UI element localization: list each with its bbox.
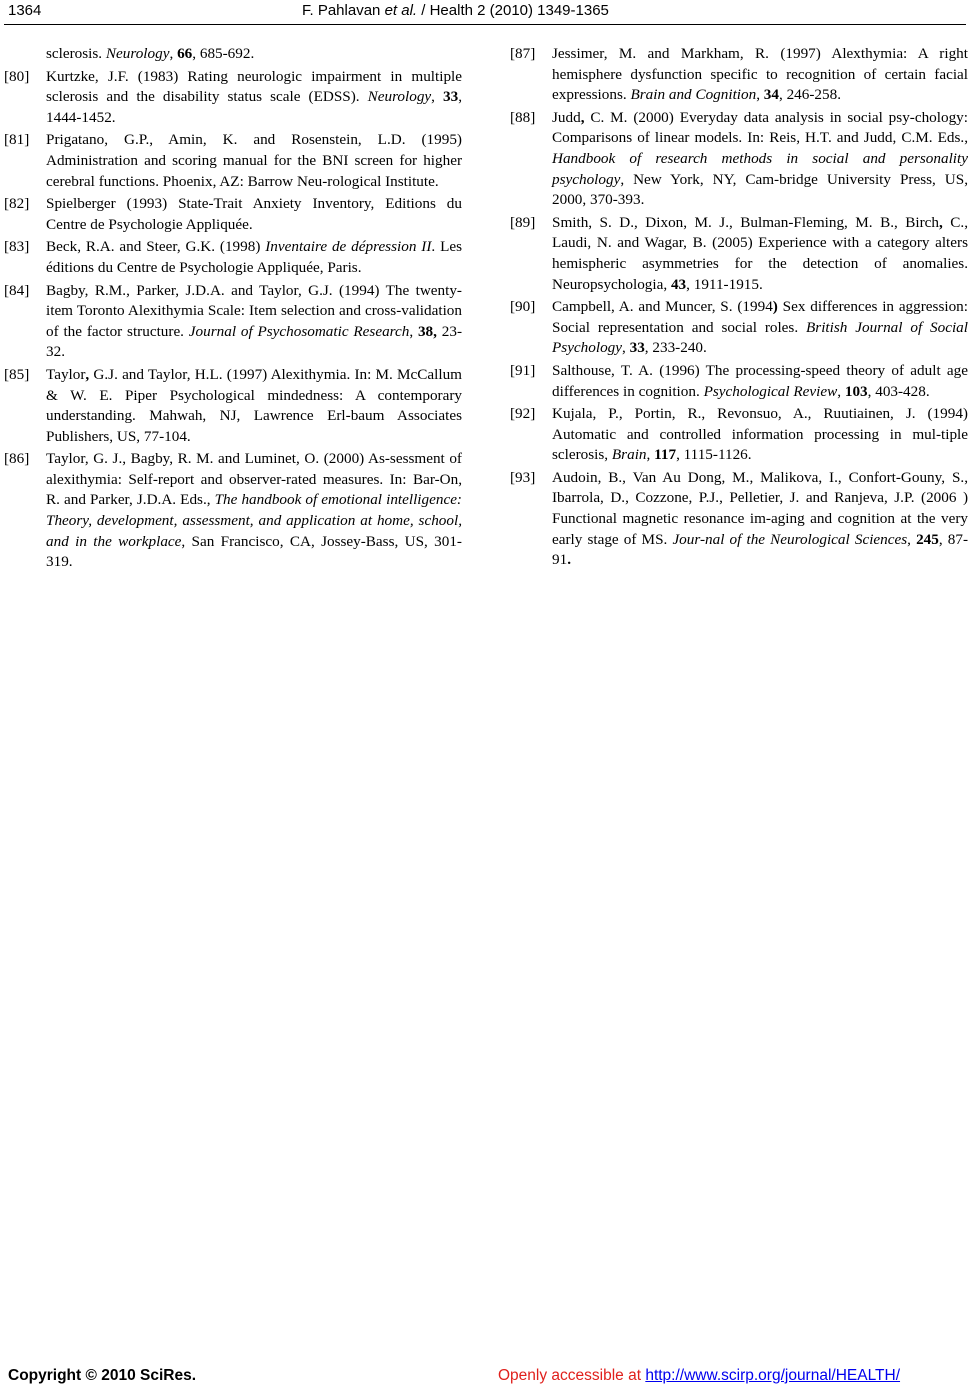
- reference-entry: [510, 361, 968, 402]
- reference-entry: [510, 404, 968, 466]
- reference-text: Kujala, P., Portin, R., Revonsuo, A., Ruutiainen, J. (1994) Automatic and controlled information processing in mul-tiple sclerosis, Brain, 117, 1115-1126.: [552, 405, 968, 464]
- reference-text: Campbell, A. and Muncer, S. (1994) Sex differences in aggression: Social representation and social roles. British Journal of Social Psychology, 33, 233-240.: [552, 298, 968, 357]
- references-left-column: [4, 44, 462, 575]
- reference-continuation: sclerosis. Neurology, 66, 685-692.: [46, 45, 255, 62]
- reference-entry: [4, 130, 462, 192]
- reference-number: [85]: [4, 365, 30, 383]
- journal-link[interactable]: http://www.scirp.org/journal/HEALTH/: [645, 1367, 901, 1384]
- reference-number: [84]: [4, 281, 30, 299]
- reference-text: Audoin, B., Van Au Dong, M., Malikova, I., Confort-Gouny, S., Ibarrola, D., Cozzone, P.J., Pelletier, J. and Ranjeva, J.P. (2006 ) Functional magnetic resonance im-aging and cognition at the very early stage of MS. Jour-nal of the Neurological Sciences, 245, 87-91.: [552, 468, 969, 569]
- reference-number: [86]: [4, 450, 30, 468]
- reference-entry: [4, 237, 462, 278]
- reference-entry: [510, 108, 968, 211]
- copyright-notice: Copyright © 2010 SciRes.: [8, 1367, 197, 1384]
- reference-number: [80]: [4, 67, 30, 85]
- page-footer: [0, 1366, 970, 1388]
- reference-entry: [510, 44, 968, 106]
- reference-number: [83]: [4, 238, 30, 256]
- reference-number: [93]: [510, 468, 536, 486]
- references-right-column: [510, 44, 968, 573]
- reference-entry: [4, 449, 462, 573]
- reference-number: [91]: [510, 361, 536, 379]
- reference-list-left: [4, 67, 462, 573]
- running-header: [0, 0, 970, 26]
- reference-entry: [4, 281, 462, 363]
- reference-number: [92]: [510, 405, 536, 423]
- reference-text: Beck, R.A. and Steer, G.K. (1998) Inventaire de dépression II. Les éditions du Centre de Psychologie Appliquée, Paris.: [46, 238, 462, 276]
- reference-number: [82]: [4, 195, 30, 213]
- reference-text: Jessimer, M. and Markham, R. (1997) Alexthymia: A right hemisphere dysfunction specific to recognition of certain facial expressions. Brain and Cognition, 34, 246-258.: [552, 45, 968, 104]
- reference-text: Taylor, G. J., Bagby, R. M. and Luminet, O. (2000) As-sessment of alexithymia: Self-report and observer-rated measures. In: Bar-On, R. and Parker, J.D.A. Eds., The handbook of emotional intelligence: Theory, development, assessment, and application at home, school, and in the workplace, San Francisco, CA, Jossey-Bass, US, 301-319.: [46, 450, 462, 571]
- reference-number: [87]: [510, 45, 536, 62]
- reference-number: [90]: [510, 298, 536, 316]
- reference-number: [81]: [4, 131, 30, 149]
- reference-entry: [510, 468, 968, 571]
- reference-list-right: [510, 44, 968, 571]
- reference-text: Judd, C. M. (2000) Everyday data analysis in social psy-chology: Comparisons of linear models. In: Reis, H.T. and Judd, C.M. Eds., Handbook of research methods in social and personality psychology, New York, NY, Cam-bridge University Press, US, 2000, 370-393.: [552, 108, 968, 209]
- page-number: 1364: [8, 2, 42, 19]
- open-access-label: Openly accessible at: [498, 1367, 646, 1384]
- reference-entry: [4, 365, 462, 447]
- reference-entry: [4, 67, 462, 129]
- reference-number: [89]: [510, 213, 536, 231]
- header-rule: [4, 24, 966, 25]
- reference-entry: [510, 297, 968, 359]
- reference-text: Bagby, R.M., Parker, J.D.A. and Taylor, G.J. (1994) The twenty-item Toronto Alexithymia Scale: Item selection and cross-validation of the factor structure. Journal of Psychosomatic Research, 38, 23-32.: [46, 281, 462, 361]
- reference-text: Smith, S. D., Dixon, M. J., Bulman-Fleming, M. B., Birch, C., Laudi, N. and Wagar, B. (2005) Experience with a category alters hemispheric asymmetries for the detection of anomalies. Neuropsychologia, 43, 1911-1915.: [552, 213, 968, 293]
- reference-text: Spielberger (1993) State-Trait Anxiety Inventory, Editions du Centre de Psychologie Appliquée.: [46, 195, 462, 233]
- reference-text: Prigatano, G.P., Amin, K. and Rosenstein, L.D. (1995) Administration and scoring manual for the BNI screen for higher cerebral functions. Phoenix, AZ: Barrow Neu-rological Institute.: [46, 131, 462, 190]
- running-title: F. Pahlavan et al. / Health 2 (2010) 1349-1365: [302, 2, 609, 19]
- reference-entry: [4, 194, 462, 235]
- reference-entry: [510, 213, 968, 295]
- reference-text: Salthouse, T. A. (1996) The processing-speed theory of adult age differences in cognition. Psychological Review, 103, 403-428.: [552, 361, 968, 400]
- reference-number: [88]: [510, 108, 536, 126]
- open-access-notice: [498, 1367, 900, 1385]
- reference-text: Kurtzke, J.F. (1983) Rating neurologic impairment in multiple sclerosis and the disability status scale (EDSS). Neurology, 33, 1444-1452.: [46, 67, 462, 126]
- reference-text: Taylor, G.J. and Taylor, H.L. (1997) Alexithymia. In: M. McCallum & W. E. Piper Psychological mindedness: A contemporary understanding. Mahwah, NJ, Lawrence Erl-baum Associates Publishers, US, 77-104.: [46, 365, 462, 445]
